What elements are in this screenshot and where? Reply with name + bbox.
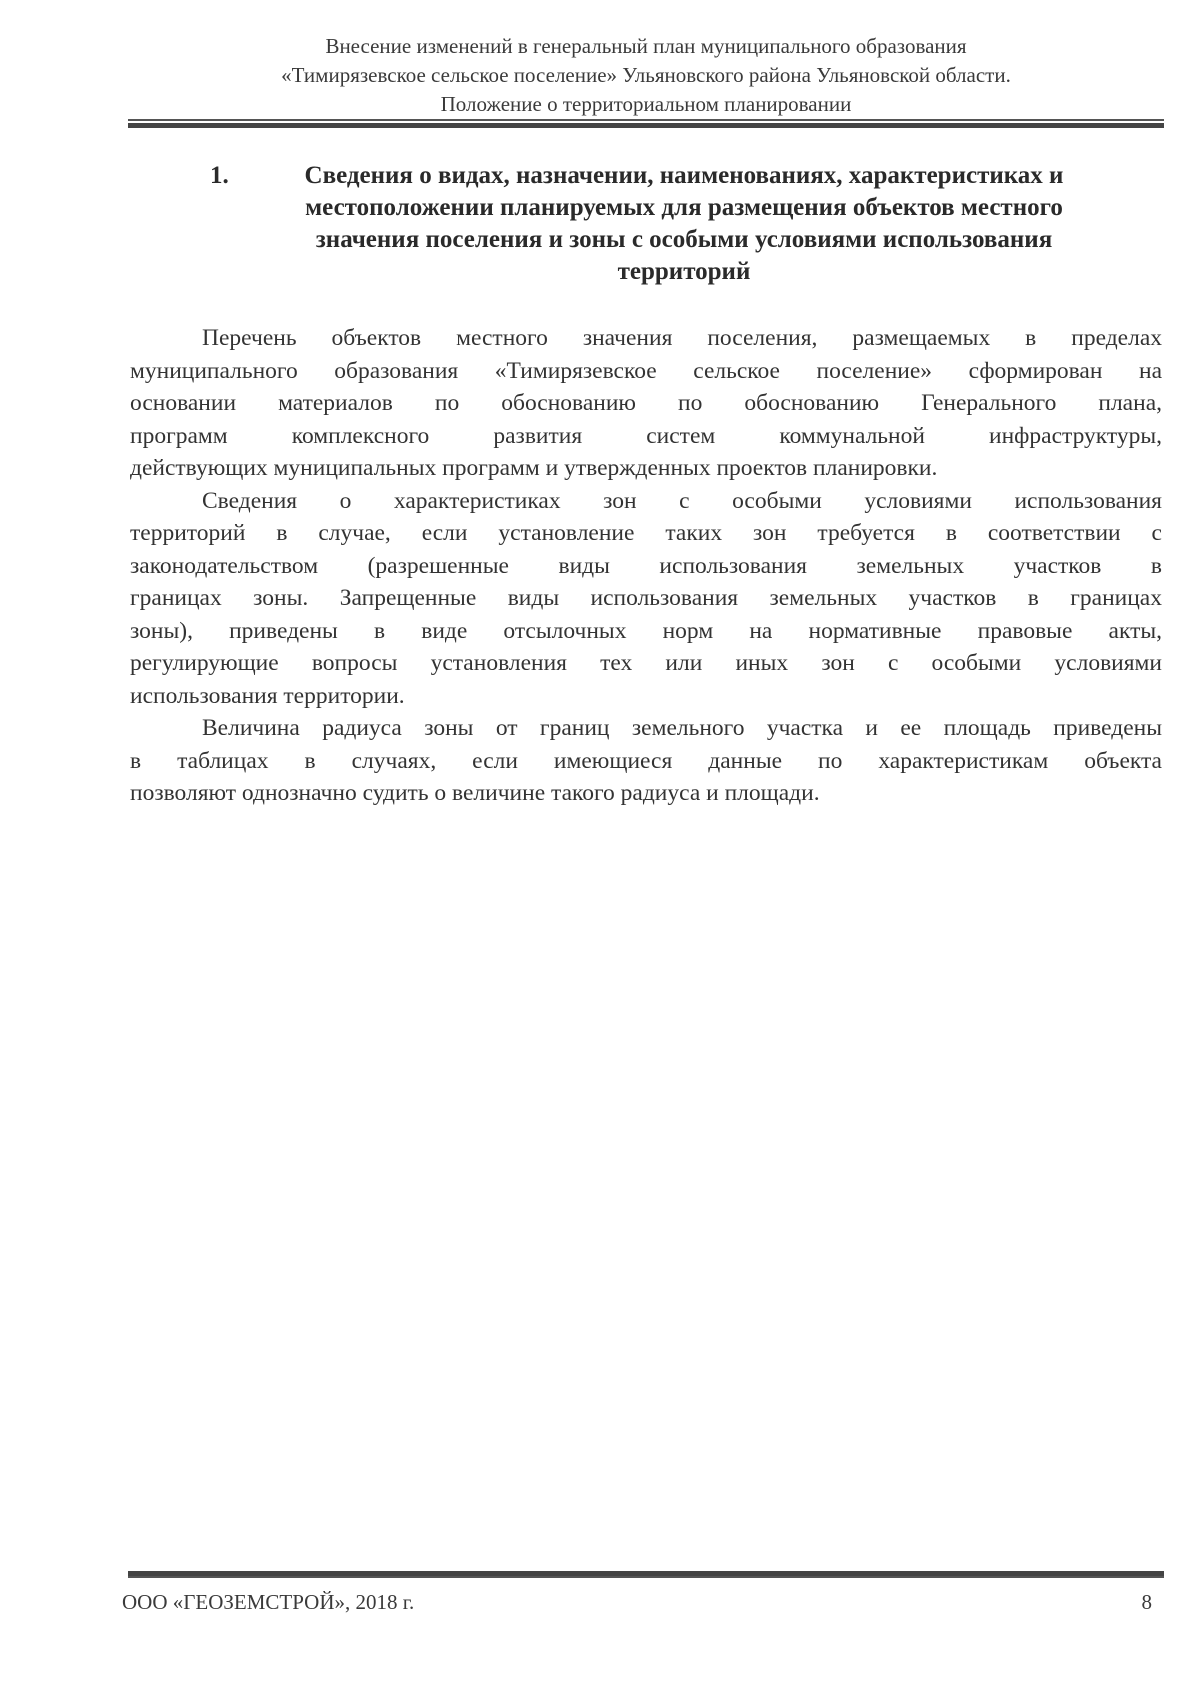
- section-title-line: территорий: [617, 258, 751, 285]
- header-line-1: Внесение изменений в генеральный план муниципального образования: [325, 34, 967, 58]
- text-line: программ комплексного развития систем коммунальной инфраструктуры,: [130, 422, 1162, 449]
- text-line: законодательством (разрешенные виды использования земельных участков в: [130, 552, 1162, 579]
- text-line: действующих муниципальных программ и утвержденных проектов планировки.: [130, 455, 938, 481]
- text-line: Величина радиуса зоны от границ земельного участка и ее площадь приведены: [202, 715, 1162, 741]
- paragraph-objects-list: [130, 322, 1162, 485]
- section-heading: [210, 160, 1124, 288]
- text-line: зоны), приведены в виде отсылочных норм на нормативные правовые акты,: [130, 617, 1162, 644]
- text-line: границах зоны. Запрещенные виды использования земельных участков в границах: [130, 585, 1162, 611]
- text-line: территорий в случае, если установление таких зон требуется в соответствии с: [130, 520, 1162, 546]
- footer-company: ООО «ГЕОЗЕМСТРОЙ», 2018 г.: [122, 1590, 415, 1614]
- text-line: Перечень объектов местного значения поселения, размещаемых в пределах: [202, 325, 1162, 351]
- text-line: Сведения о характеристиках зон с особыми условиями использования: [202, 487, 1162, 514]
- header-line-2: «Тимирязевское сельское поселение» Ульяновского района Ульяновской области.: [281, 63, 1011, 87]
- section-title-line: значения поселения и зоны с особыми условиями использования: [315, 226, 1053, 253]
- document-header: [128, 32, 1164, 119]
- paragraph-zone-radius: [130, 712, 1162, 810]
- section-title-line: местоположении планируемых для размещения объектов местного: [305, 194, 1063, 221]
- section-number: 1.: [210, 162, 229, 189]
- text-line: использования территории.: [130, 682, 405, 709]
- text-line: муниципального образования «Тимирязевское сельское поселение» сформирован на: [130, 357, 1162, 384]
- text-line: позволяют однозначно судить о величине такого радиуса и площади.: [130, 780, 820, 806]
- header-line-3: Положение о территориальном планировании: [440, 92, 852, 116]
- paragraph-zones-info: [130, 485, 1162, 713]
- text-line: регулирующие вопросы установления тех или иных зон с особыми условиями: [130, 650, 1162, 676]
- text-line: основании материалов по обоснованию по обоснованию Генерального плана,: [130, 390, 1162, 416]
- section-title-line: Сведения о видах, назначении, наименованиях, характеристиках и: [304, 162, 1064, 189]
- body-text: [130, 322, 1162, 810]
- text-line: в таблицах в случаях, если имеющиеся данные по характеристикам объекта: [130, 747, 1162, 774]
- page-number: 8: [1141, 1590, 1152, 1614]
